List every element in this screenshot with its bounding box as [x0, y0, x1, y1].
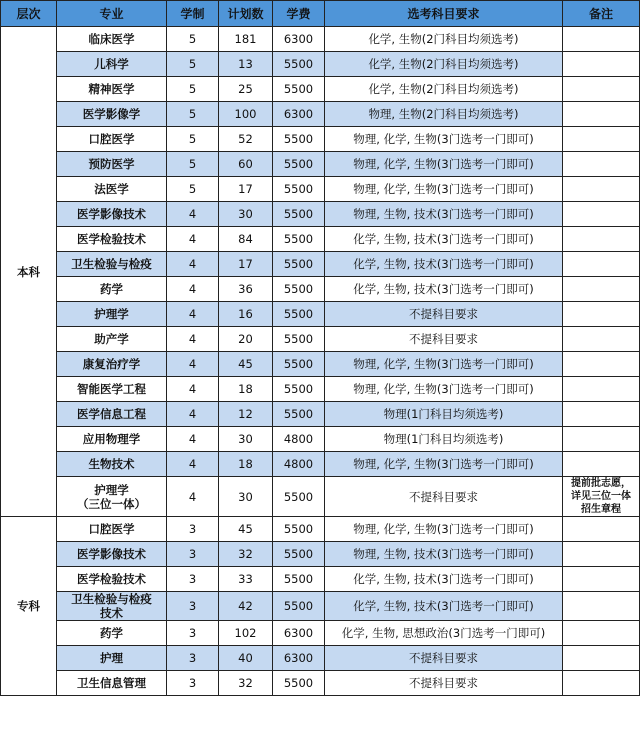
years-cell: 4: [167, 227, 219, 252]
years-cell: 5: [167, 27, 219, 52]
major-cell: 药学: [57, 621, 167, 646]
major-cell: 医学检验技术: [57, 227, 167, 252]
years-cell: 4: [167, 377, 219, 402]
years-cell: 4: [167, 327, 219, 352]
table-row: [1, 152, 640, 177]
fee-cell: 6300: [273, 27, 325, 52]
subjects-cell: 物理, 化学, 生物(3门选考一门即可): [325, 152, 563, 177]
subjects-cell: 化学, 生物, 思想政治(3门选考一门即可): [325, 621, 563, 646]
subjects-cell: 不提科目要求: [325, 646, 563, 671]
major-cell: 卫生检验与检疫: [57, 252, 167, 277]
subjects-cell: 不提科目要求: [325, 671, 563, 696]
plan-cell: 20: [219, 327, 273, 352]
header-row: [1, 1, 640, 27]
table-row: [1, 402, 640, 427]
subjects-cell: 物理, 化学, 生物(3门选考一门即可): [325, 452, 563, 477]
header-years: 学制: [167, 1, 219, 27]
years-cell: 3: [167, 671, 219, 696]
fee-cell: 5500: [273, 252, 325, 277]
header-fee: 学费: [273, 1, 325, 27]
subjects-cell: 化学, 生物, 技术(3门选考一门即可): [325, 277, 563, 302]
note-cell: [563, 177, 640, 202]
major-cell: 精神医学: [57, 77, 167, 102]
note-cell: [563, 302, 640, 327]
years-cell: 5: [167, 177, 219, 202]
plan-cell: 30: [219, 477, 273, 517]
fee-cell: 5500: [273, 302, 325, 327]
years-cell: 4: [167, 352, 219, 377]
major-cell: 康复治疗学: [57, 352, 167, 377]
major-cell: 智能医学工程: [57, 377, 167, 402]
table-row: [1, 27, 640, 52]
plan-cell: 45: [219, 517, 273, 542]
major-cell: 医学影像技术: [57, 542, 167, 567]
major-cell: 预防医学: [57, 152, 167, 177]
years-cell: 5: [167, 152, 219, 177]
plan-cell: 42: [219, 592, 273, 621]
fee-cell: 5500: [273, 517, 325, 542]
fee-cell: 5500: [273, 477, 325, 517]
plan-cell: 32: [219, 542, 273, 567]
note-cell: [563, 252, 640, 277]
plan-cell: 30: [219, 202, 273, 227]
table-row: [1, 177, 640, 202]
years-cell: 5: [167, 52, 219, 77]
major-cell: 儿科学: [57, 52, 167, 77]
table-row: [1, 517, 640, 542]
table-row: [1, 302, 640, 327]
subjects-cell: 化学, 生物(2门科目均须选考): [325, 52, 563, 77]
major-cell: 医学信息工程: [57, 402, 167, 427]
note-cell: [563, 646, 640, 671]
plan-cell: 17: [219, 177, 273, 202]
note-cell: [563, 102, 640, 127]
note-cell: [563, 202, 640, 227]
note-cell: [563, 377, 640, 402]
plan-cell: 45: [219, 352, 273, 377]
major-cell: 口腔医学: [57, 517, 167, 542]
major-cell: 护理学 （三位一体）: [57, 477, 167, 517]
years-cell: 5: [167, 102, 219, 127]
fee-cell: 6300: [273, 621, 325, 646]
note-cell: [563, 567, 640, 592]
major-cell: 护理学: [57, 302, 167, 327]
subjects-cell: 物理, 化学, 生物(3门选考一门即可): [325, 377, 563, 402]
note-cell: [563, 452, 640, 477]
table-row: [1, 352, 640, 377]
plan-cell: 12: [219, 402, 273, 427]
table-row: [1, 671, 640, 696]
subjects-cell: 化学, 生物(2门科目均须选考): [325, 77, 563, 102]
table-row: [1, 621, 640, 646]
major-cell: 助产学: [57, 327, 167, 352]
fee-cell: 5500: [273, 671, 325, 696]
plan-cell: 84: [219, 227, 273, 252]
major-cell: 卫生信息管理: [57, 671, 167, 696]
subjects-cell: 物理, 生物, 技术(3门选考一门即可): [325, 202, 563, 227]
years-cell: 3: [167, 646, 219, 671]
note-cell: [563, 621, 640, 646]
years-cell: 4: [167, 202, 219, 227]
note-cell: [563, 27, 640, 52]
major-cell: 口腔医学: [57, 127, 167, 152]
plan-cell: 102: [219, 621, 273, 646]
major-cell: 卫生检验与检疫 技术: [57, 592, 167, 621]
table-row: [1, 327, 640, 352]
fee-cell: 5500: [273, 52, 325, 77]
table-row: [1, 542, 640, 567]
note-cell: [563, 127, 640, 152]
plan-cell: 30: [219, 427, 273, 452]
level-cell: 本科: [1, 27, 57, 517]
fee-cell: 5500: [273, 327, 325, 352]
major-cell: 临床医学: [57, 27, 167, 52]
subjects-cell: 化学, 生物, 技术(3门选考一门即可): [325, 592, 563, 621]
subjects-cell: 物理(1门科目均须选考): [325, 402, 563, 427]
plan-cell: 13: [219, 52, 273, 77]
note-cell: [563, 352, 640, 377]
note-cell: 提前批志愿， 详见三位一体 招生章程: [563, 477, 640, 517]
years-cell: 5: [167, 127, 219, 152]
subjects-cell: 不提科目要求: [325, 477, 563, 517]
note-cell: [563, 277, 640, 302]
plan-cell: 18: [219, 377, 273, 402]
header-level: 层次: [1, 1, 57, 27]
header-subjects: 选考科目要求: [325, 1, 563, 27]
table-row: [1, 646, 640, 671]
major-cell: 应用物理学: [57, 427, 167, 452]
subjects-cell: 物理, 化学, 生物(3门选考一门即可): [325, 177, 563, 202]
fee-cell: 6300: [273, 646, 325, 671]
fee-cell: 6300: [273, 102, 325, 127]
subjects-cell: 物理, 生物(2门科目均须选考): [325, 102, 563, 127]
plan-cell: 16: [219, 302, 273, 327]
note-cell: [563, 152, 640, 177]
fee-cell: 5500: [273, 202, 325, 227]
note-cell: [563, 671, 640, 696]
subjects-cell: 不提科目要求: [325, 327, 563, 352]
fee-cell: 5500: [273, 277, 325, 302]
plan-cell: 17: [219, 252, 273, 277]
major-cell: 生物技术: [57, 452, 167, 477]
years-cell: 5: [167, 77, 219, 102]
note-cell: [563, 52, 640, 77]
subjects-cell: 化学, 生物, 技术(3门选考一门即可): [325, 567, 563, 592]
note-cell: [563, 227, 640, 252]
table-row: [1, 252, 640, 277]
header-major: 专业: [57, 1, 167, 27]
fee-cell: 5500: [273, 402, 325, 427]
table-row: [1, 52, 640, 77]
years-cell: 4: [167, 402, 219, 427]
fee-cell: 5500: [273, 227, 325, 252]
note-cell: [563, 517, 640, 542]
major-cell: 护理: [57, 646, 167, 671]
note-cell: [563, 427, 640, 452]
years-cell: 3: [167, 517, 219, 542]
major-cell: 医学检验技术: [57, 567, 167, 592]
plan-cell: 32: [219, 671, 273, 696]
subjects-cell: 物理, 化学, 生物(3门选考一门即可): [325, 517, 563, 542]
plan-cell: 52: [219, 127, 273, 152]
table-row: [1, 592, 640, 621]
subjects-cell: 物理(1门科目均须选考): [325, 427, 563, 452]
years-cell: 4: [167, 427, 219, 452]
major-cell: 医学影像技术: [57, 202, 167, 227]
fee-cell: 5500: [273, 127, 325, 152]
table-row: [1, 567, 640, 592]
note-cell: [563, 592, 640, 621]
plan-cell: 181: [219, 27, 273, 52]
fee-cell: 5500: [273, 177, 325, 202]
note-cell: [563, 327, 640, 352]
plan-cell: 18: [219, 452, 273, 477]
major-cell: 医学影像学: [57, 102, 167, 127]
years-cell: 4: [167, 477, 219, 517]
years-cell: 3: [167, 592, 219, 621]
major-cell: 法医学: [57, 177, 167, 202]
subjects-cell: 物理, 化学, 生物(3门选考一门即可): [325, 127, 563, 152]
plan-cell: 36: [219, 277, 273, 302]
table-row: [1, 77, 640, 102]
table-row: [1, 127, 640, 152]
table-row: [1, 477, 640, 517]
years-cell: 3: [167, 567, 219, 592]
subjects-cell: 化学, 生物, 技术(3门选考一门即可): [325, 227, 563, 252]
table-row: [1, 102, 640, 127]
note-cell: [563, 77, 640, 102]
fee-cell: 5500: [273, 592, 325, 621]
level-cell: 专科: [1, 517, 57, 696]
table-row: [1, 202, 640, 227]
fee-cell: 5500: [273, 542, 325, 567]
plan-cell: 100: [219, 102, 273, 127]
note-cell: [563, 402, 640, 427]
fee-cell: 5500: [273, 377, 325, 402]
subjects-cell: 不提科目要求: [325, 302, 563, 327]
fee-cell: 4800: [273, 452, 325, 477]
fee-cell: 5500: [273, 77, 325, 102]
note-cell: [563, 542, 640, 567]
table-row: [1, 377, 640, 402]
plan-cell: 33: [219, 567, 273, 592]
table-body: [1, 27, 640, 696]
fee-cell: 5500: [273, 152, 325, 177]
subjects-cell: 物理, 化学, 生物(3门选考一门即可): [325, 352, 563, 377]
years-cell: 4: [167, 277, 219, 302]
subjects-cell: 物理, 生物, 技术(3门选考一门即可): [325, 542, 563, 567]
subjects-cell: 化学, 生物(2门科目均须选考): [325, 27, 563, 52]
subjects-cell: 化学, 生物, 技术(3门选考一门即可): [325, 252, 563, 277]
plan-cell: 40: [219, 646, 273, 671]
fee-cell: 5500: [273, 352, 325, 377]
fee-cell: 5500: [273, 567, 325, 592]
fee-cell: 4800: [273, 427, 325, 452]
plan-cell: 25: [219, 77, 273, 102]
header-plan: 计划数: [219, 1, 273, 27]
years-cell: 4: [167, 252, 219, 277]
header-note: 备注: [563, 1, 640, 27]
years-cell: 3: [167, 542, 219, 567]
years-cell: 4: [167, 452, 219, 477]
plan-cell: 60: [219, 152, 273, 177]
years-cell: 3: [167, 621, 219, 646]
years-cell: 4: [167, 302, 219, 327]
major-cell: 药学: [57, 277, 167, 302]
table-row: [1, 427, 640, 452]
table-row: [1, 227, 640, 252]
table-row: [1, 452, 640, 477]
table-row: [1, 277, 640, 302]
